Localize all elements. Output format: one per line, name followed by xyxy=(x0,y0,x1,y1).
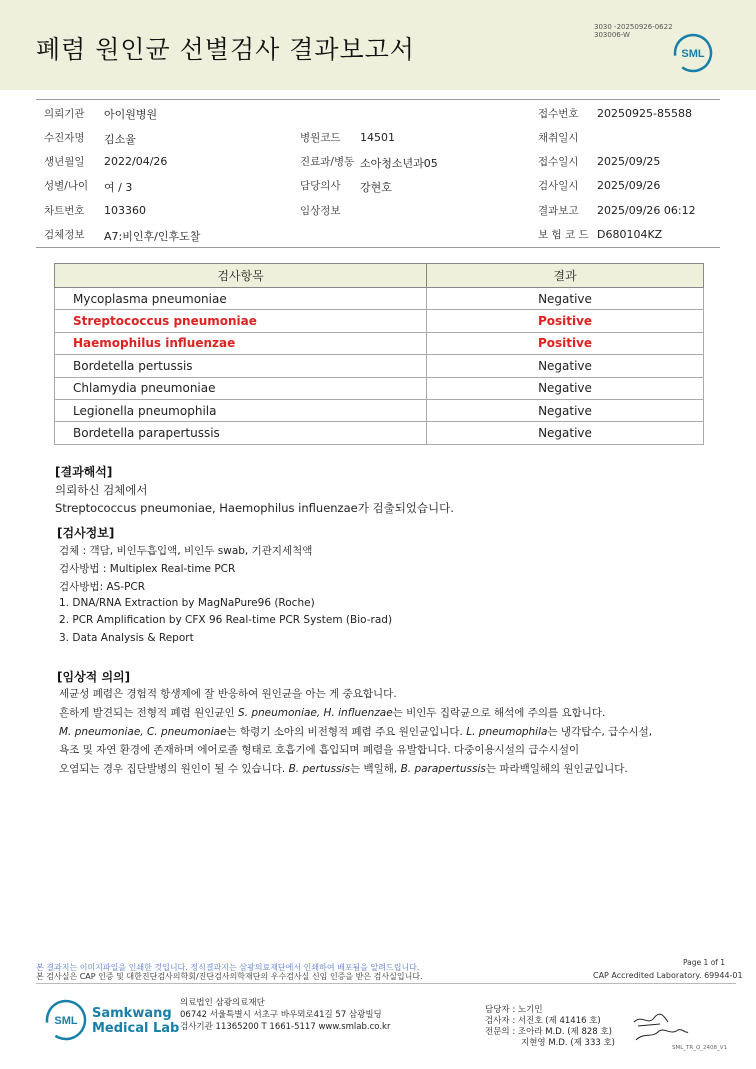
value-specimen: A7:비인후/인후도찰 xyxy=(104,230,201,243)
value-dept: 소아청소년과05 xyxy=(360,157,438,170)
clinical-text: 는 학령기 소아의 비전형적 폐렴 주요 원인균입니다. xyxy=(226,726,467,738)
info-bottom-rule xyxy=(36,247,720,248)
interpretation-title: [결과해석] xyxy=(55,465,113,479)
clinical-organism: B. parapertussis xyxy=(400,763,486,775)
value-doctor: 강현호 xyxy=(360,181,392,194)
clinical-text: 흔하게 발견되는 전형적 폐렴 원인균인 xyxy=(59,707,238,719)
clinical-text: 오염되는 경우 집단발병의 원인이 될 수 있습니다. xyxy=(59,763,289,775)
clinical-line-2 xyxy=(59,705,605,720)
result-item: Legionella pneumophila xyxy=(55,399,427,421)
result-row-mycoplasma xyxy=(55,288,704,310)
brand-line-2: Medical Lab xyxy=(92,1021,180,1036)
label-patient: 수진자명 xyxy=(44,132,85,144)
clinical-text: 는 냉각탑수, 급수시설, xyxy=(547,726,653,738)
label-sex-age: 성별/나이 xyxy=(44,180,89,192)
label-hospital-code: 병원코드 xyxy=(300,132,341,144)
label-doctor: 담당의사 xyxy=(300,180,341,192)
result-value: Negative xyxy=(427,422,704,444)
clinical-line-5 xyxy=(59,761,628,776)
col-header-item: 검사항목 xyxy=(55,264,427,288)
doc-code-2: 303006-W xyxy=(594,31,630,39)
test-info-line: 2. PCR Amplification by CFX 96 Real-time PCR System (Bio-rad) xyxy=(59,614,393,626)
value-institution: 아이원병원 xyxy=(104,108,158,121)
test-info-line: 검체 : 객담, 비인두흡입액, 비인두 swab, 기관지세척액 xyxy=(59,545,313,557)
label-receipt-date: 접수일시 xyxy=(538,156,579,168)
test-info-title: [검사정보] xyxy=(57,526,115,540)
label-receipt-no: 접수번호 xyxy=(538,108,579,120)
staff-tester: 검사자 : 서진호 (제 41416 호) xyxy=(485,1016,601,1026)
result-value: Positive xyxy=(427,310,704,332)
test-info-line: 검사방법: AS-PCR xyxy=(59,581,146,593)
value-dob: 2022/04/26 xyxy=(104,155,168,168)
test-info-line: 검사방법 : Multiplex Real-time PCR xyxy=(59,563,236,575)
notice-cap: 본 검사실은 CAP 인증 및 대한진단검사의학회/진단검사의학재단의 우수검사실 신임 인증을 받은 검사실입니다. xyxy=(36,972,423,981)
clinical-text: 는 백일해, xyxy=(349,763,401,775)
result-row-bordetella-pertussis xyxy=(55,355,704,377)
result-value: Negative xyxy=(427,288,704,310)
result-value: Negative xyxy=(427,355,704,377)
org-name: 의료법인 삼광의료재단 xyxy=(180,998,265,1008)
label-institution: 의뢰기관 xyxy=(44,108,85,120)
label-specimen: 검체정보 xyxy=(44,229,85,241)
results-header-row xyxy=(55,264,704,288)
value-chart-no: 103360 xyxy=(104,204,146,217)
result-row-legionella xyxy=(55,399,704,421)
org-address: 06742 서울특별시 서초구 바우뫼로41길 57 삼광빌딩 xyxy=(180,1010,382,1020)
value-sex-age: 여 / 3 xyxy=(104,181,133,194)
result-item: Mycoplasma pneumoniae xyxy=(55,288,427,310)
clinical-line-1: 세균성 폐렴은 경험적 항생제에 잘 반응하여 원인균을 아는 게 중요합니다. xyxy=(59,688,397,700)
result-row-streptococcus xyxy=(55,310,704,332)
result-value: Negative xyxy=(427,377,704,399)
sml-logo-icon xyxy=(673,33,713,73)
value-receipt-date: 2025/09/25 xyxy=(597,155,661,168)
logo-text: SML xyxy=(681,48,705,60)
footer-logo-text: SML xyxy=(54,1015,78,1027)
result-item: Chlamydia pneumoniae xyxy=(55,377,427,399)
staff-manager: 담당자 : 노기민 xyxy=(485,1005,543,1015)
footer-sml-logo-icon xyxy=(44,998,88,1042)
value-patient: 김소율 xyxy=(104,133,136,146)
clinical-organism: M. pneumoniae, C. pneumoniae xyxy=(59,726,227,738)
staff-specialist-1: 전문의 : 조아라 M.D. (제 828 호) xyxy=(485,1027,612,1037)
result-row-bordetella-parapertussis xyxy=(55,422,704,444)
value-test-date: 2025/09/26 xyxy=(597,179,661,192)
clinical-title: [임상적 의의] xyxy=(57,670,131,684)
result-item: Haemophilus influenzae xyxy=(55,332,427,354)
label-dept: 진료과/병동 xyxy=(300,156,355,168)
footer-rule xyxy=(36,983,736,984)
clinical-line-4: 욕조 및 자연 환경에 존재하며 에어로졸 형태로 호흡기에 흡입되며 폐렴을 유발합니다. 다중이용시설의 급수시설이 xyxy=(59,744,580,756)
value-hospital-code: 14501 xyxy=(360,131,395,144)
result-item: Bordetella pertussis xyxy=(55,355,427,377)
test-info-line: 1. DNA/RNA Extraction by MagNaPure96 (Roche) xyxy=(59,597,315,609)
value-receipt-no: 20250925-85588 xyxy=(597,107,692,120)
signature-image xyxy=(630,1008,690,1044)
clinical-text: 는 비인두 집락균으로 해석에 주의를 요합니다. xyxy=(392,707,606,719)
label-dob: 생년월일 xyxy=(44,156,85,168)
label-chart-no: 차트번호 xyxy=(44,205,85,217)
staff-specialist-2: 지현영 M.D. (제 333 호) xyxy=(521,1038,616,1048)
label-collection: 채취일시 xyxy=(538,132,579,144)
info-top-rule xyxy=(36,99,720,100)
result-item: Streptococcus pneumoniae xyxy=(55,310,427,332)
clinical-organism: B. pertussis xyxy=(288,763,350,775)
test-info-line: 3. Data Analysis & Report xyxy=(59,632,194,644)
interpretation-line-2: Streptococcus pneumoniae, Haemophilus influenzae가 검출되었습니다. xyxy=(55,501,454,515)
clinical-text: 는 파라백일해의 원인균입니다. xyxy=(485,763,628,775)
doc-code-1: 3030 -20250926-0622 xyxy=(594,23,673,31)
value-insurance: D680104KZ xyxy=(597,228,663,241)
page-number: Page 1 of 1 xyxy=(683,958,726,967)
label-test-date: 검사일시 xyxy=(538,180,579,192)
notice-image-print: 본 결과지는 이미지파일을 인쇄한 것입니다. 정식결과지는 삼광의료재단에서 인쇄하여 배포됨을 알려드립니다. xyxy=(36,963,420,972)
label-insurance: 보 험 코 드 xyxy=(538,229,589,241)
result-row-haemophilus xyxy=(55,332,704,354)
clinical-organism: L. pneumophila xyxy=(466,726,548,738)
result-value: Negative xyxy=(427,399,704,421)
result-item: Bordetella parapertussis xyxy=(55,422,427,444)
cap-accreditation: CAP Accredited Laboratory. 69944-01 xyxy=(593,971,743,980)
col-header-result: 결과 xyxy=(427,264,704,288)
org-contact: 검사기관 11365200 T 1661-5117 www.smlab.co.kr xyxy=(180,1022,391,1032)
results-table xyxy=(54,263,704,445)
clinical-organism: S. pneumoniae, H. influenzae xyxy=(237,707,393,719)
interpretation-line-1: 의뢰하신 검체에서 xyxy=(55,483,148,497)
page-title: 폐렴 원인균 선별검사 결과보고서 xyxy=(36,35,415,64)
label-report: 결과보고 xyxy=(538,205,579,217)
label-clinical: 임상정보 xyxy=(300,205,341,217)
result-row-chlamydia xyxy=(55,377,704,399)
form-code: SML_TR_Q_2408_V1 xyxy=(672,1045,728,1051)
clinical-line-3 xyxy=(59,724,652,739)
value-report: 2025/09/26 06:12 xyxy=(597,204,696,217)
brand-line-1: Samkwang xyxy=(92,1006,172,1021)
result-value: Positive xyxy=(427,332,704,354)
